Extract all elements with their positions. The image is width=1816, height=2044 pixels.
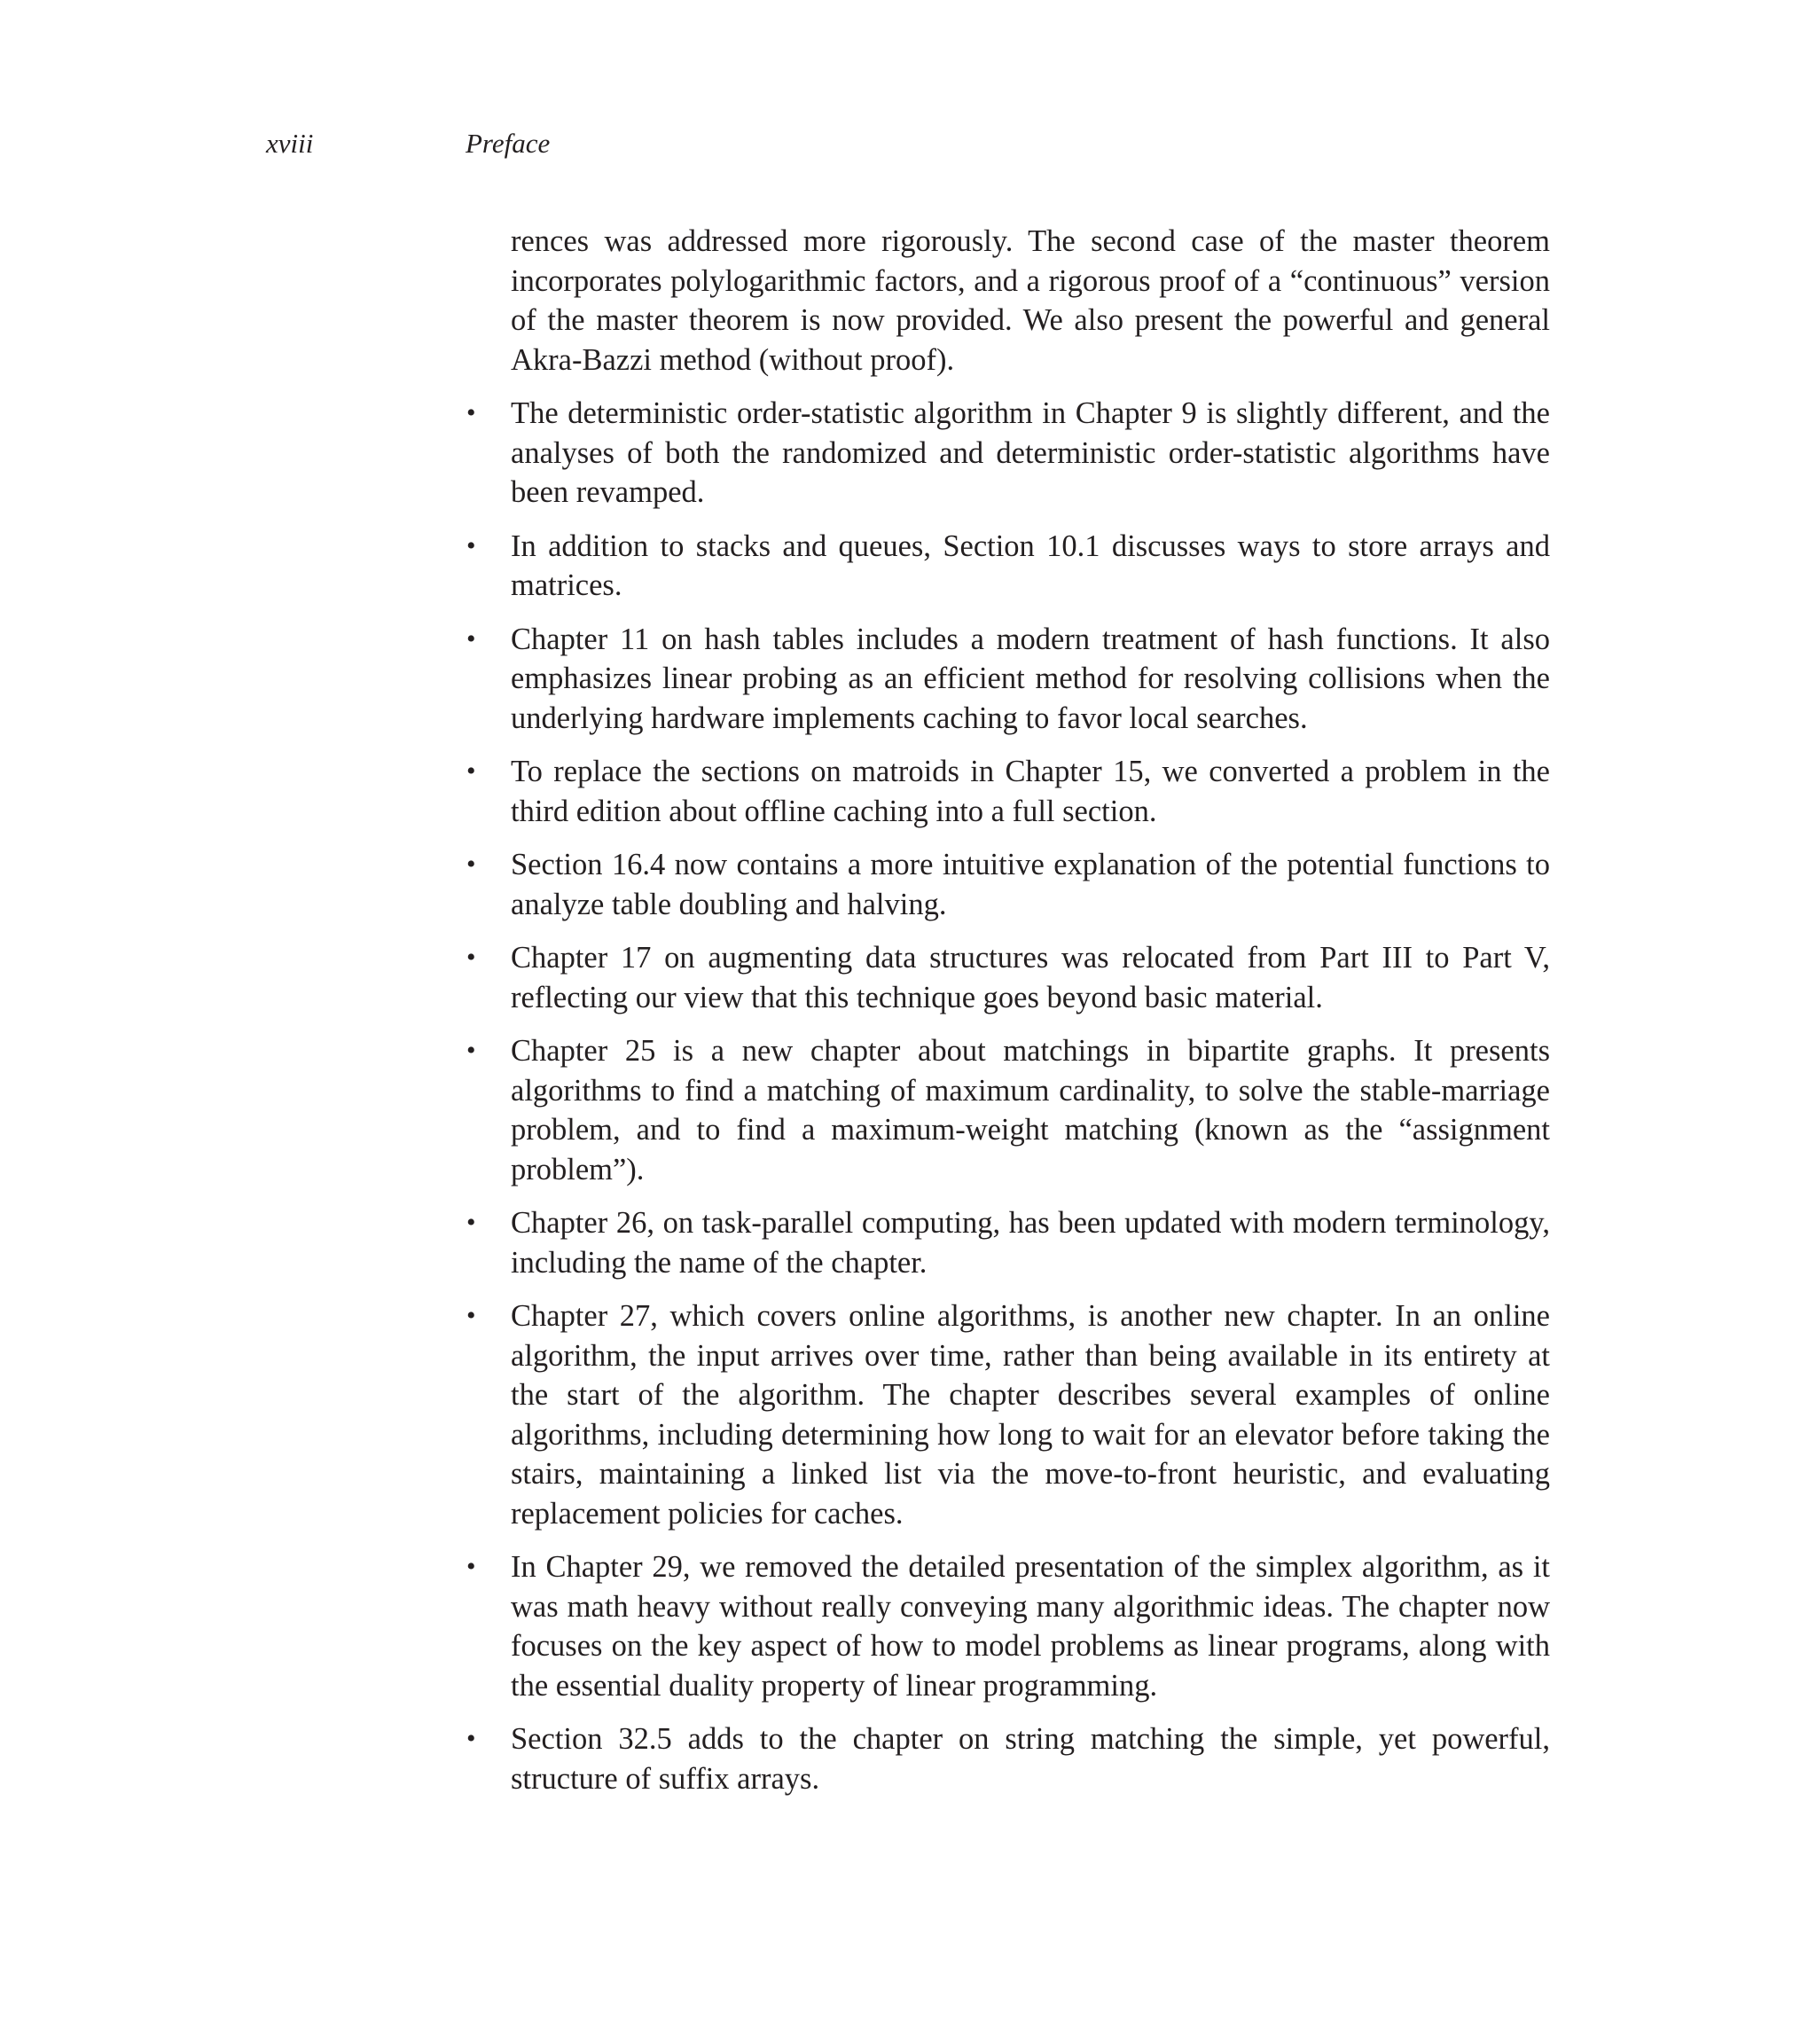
list-item-text: In Chapter 29, we removed the detailed presentation of the simplex algorithm, as it was math heavy without really conveying many algorithmic ideas. The chapter now focuses on the key aspect of how to model problems as linear programs, along with the essential duality property of linear programming. bbox=[511, 1550, 1550, 1703]
list-item-text: Chapter 11 on hash tables includes a modern treatment of hash functions. It also emphasizes linear probing as an efficient method for resolving collisions when the underlying hardware implements caching to favor local searches. bbox=[511, 622, 1550, 735]
list-item bbox=[466, 845, 1550, 924]
list-item-text: Chapter 27, which covers online algorithms, is another new chapter. In an online algorithm, the input arrives over time, rather than being available in its entirety at the start of the algorithm. The chapter describes several examples of online algorithms, including determining how long to wait for an elevator before taking the stairs, maintaining a linked list via the move-to-front heuristic, and evaluating replacement policies for caches. bbox=[511, 1299, 1550, 1531]
bullet-icon: • bbox=[466, 850, 476, 879]
bullet-icon: • bbox=[466, 623, 476, 654]
bullet-icon: • bbox=[466, 1208, 476, 1237]
list-item bbox=[466, 938, 1550, 1017]
list-item-text: To replace the sections on matroids in Chapter 15, we converted a problem in the third edition about offline caching into a full section. bbox=[511, 755, 1550, 828]
bullet-icon: • bbox=[466, 530, 476, 560]
list-item bbox=[466, 1031, 1550, 1189]
list-item-text: Chapter 26, on task-parallel computing, has been updated with modern terminology, including the name of the chapter. bbox=[511, 1206, 1550, 1280]
bullet-icon: • bbox=[466, 943, 476, 972]
continued-paragraph: rences was addressed more rigorously. The second case of the master theorem incorporates polylogarithmic factors, and a rigorous proof of a “continuous” version of the master theorem is now provided. We also present the powerful and general Akra-Bazzi method (without proof). bbox=[511, 224, 1550, 377]
bullet-icon: • bbox=[466, 1301, 476, 1330]
list-item-text: Section 32.5 adds to the chapter on string matching the simple, yet powerful, structure of suffix arrays. bbox=[511, 1722, 1550, 1796]
page-body bbox=[466, 222, 1550, 1813]
list-item bbox=[466, 620, 1550, 739]
bullet-icon: • bbox=[466, 1552, 476, 1581]
bullet-icon: • bbox=[466, 398, 476, 427]
running-head bbox=[0, 122, 1816, 165]
list-item-text: Chapter 25 is a new chapter about matchings in bipartite graphs. It presents algorithms to find a matching of maximum cardinality, to solve the stable-marriage problem, and to find a maximum-weight matching (known as the “assignment problem”). bbox=[511, 1034, 1550, 1186]
list-item bbox=[466, 1296, 1550, 1533]
changes-list bbox=[466, 394, 1550, 1798]
bullet-icon: • bbox=[466, 1724, 476, 1753]
list-item-text: In addition to stacks and queues, Section 10.1 discusses ways to store arrays and matrices. bbox=[511, 529, 1550, 602]
list-item bbox=[466, 752, 1550, 831]
running-title: Preface bbox=[466, 128, 551, 159]
list-item bbox=[466, 1719, 1550, 1798]
bullet-icon: • bbox=[466, 1036, 476, 1065]
list-item-text: Section 16.4 now contains a more intuitive explanation of the potential functions to analyze table doubling and halving. bbox=[511, 848, 1550, 921]
list-item-text: The deterministic order-statistic algorithm in Chapter 9 is slightly different, and the analyses of both the randomized and deterministic order-statistic algorithms have been revamped. bbox=[511, 396, 1550, 509]
list-item bbox=[466, 527, 1550, 606]
list-item bbox=[466, 1203, 1550, 1282]
list-item bbox=[466, 1547, 1550, 1705]
page-number: xviii bbox=[266, 128, 314, 159]
list-item bbox=[466, 394, 1550, 513]
bullet-icon: • bbox=[466, 756, 476, 786]
list-item-text: Chapter 17 on augmenting data structures was relocated from Part III to Part V, reflecting our view that this technique goes beyond basic material. bbox=[511, 941, 1550, 1014]
